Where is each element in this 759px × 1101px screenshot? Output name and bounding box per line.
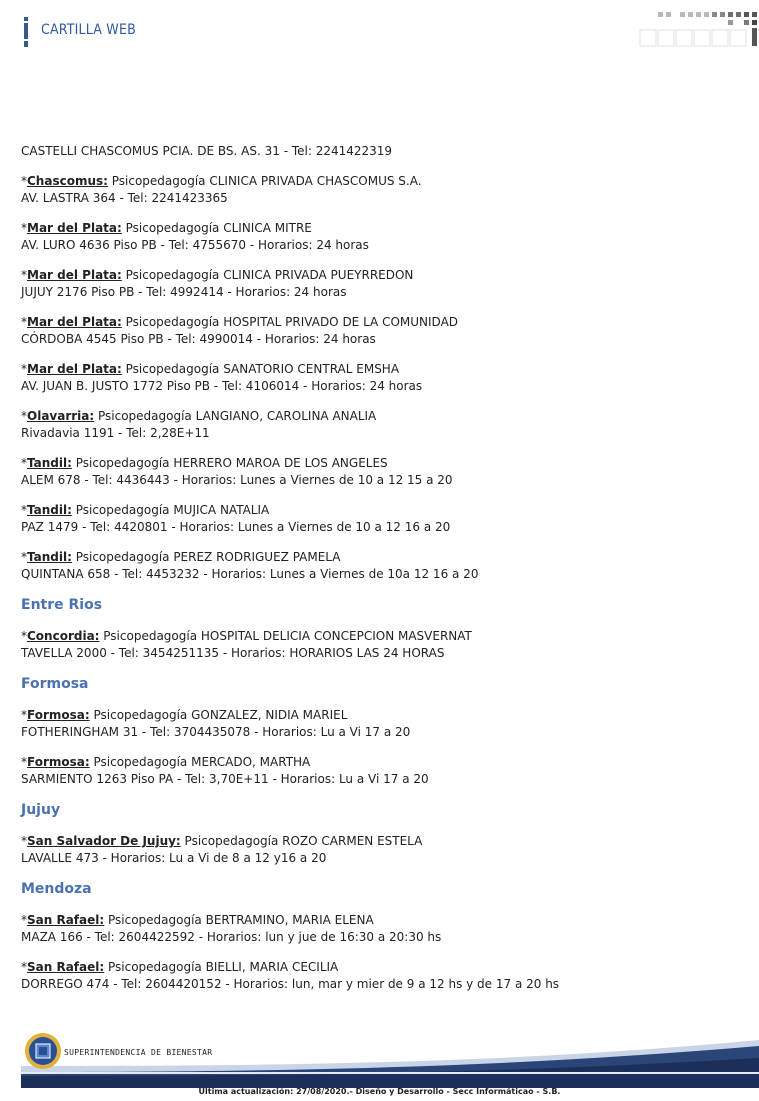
provider-city: Mar del Plata:: [27, 268, 122, 282]
provider-entry: [21, 408, 741, 442]
provider-city: San Rafael:: [27, 960, 105, 974]
provider-line: *Formosa: Psicopedagogía GONZALEZ, NIDIA MARIEL: [21, 708, 348, 722]
provider-line: *Mar del Plata: Psicopedagogía CLINICA MITRE: [21, 221, 312, 235]
provider-line: *San Rafael: Psicopedagogía BERTRAMINO, MARIA ELENA: [21, 913, 374, 927]
provider-name: Psicopedagogía LANGIANO, CAROLINA ANALIA: [94, 409, 377, 423]
provider-entry: [21, 173, 741, 207]
provider-city: Mar del Plata:: [27, 362, 122, 376]
provider-name: Psicopedagogía GONZALEZ, NIDIA MARIEL: [89, 708, 348, 722]
provider-line: *Mar del Plata: Psicopedagogía HOSPITAL PRIVADO DE LA COMUNIDAD: [21, 315, 459, 329]
provider-name: Psicopedagogía ROZO CARMEN ESTELA: [180, 834, 423, 848]
provider-address: QUINTANA 658 - Tel: 4453232 - Horarios: Lunes a Viernes de 10a 12 16 a 20: [21, 567, 479, 581]
provider-address: ALEM 678 - Tel: 4436443 - Horarios: Lunes a Viernes de 10 a 12 15 a 20: [21, 473, 453, 487]
provider-groups: [21, 173, 741, 993]
provider-name: Psicopedagogía CLINICA MITRE: [121, 221, 312, 235]
footer-org-name: SUPERINTENDENCIA DE BIENESTAR: [64, 1048, 213, 1057]
section-heading: Jujuy: [21, 802, 61, 818]
provider-address: LAVALLE 473 - Horarios: Lu a Vi de 8 a 12 y16 a 20: [21, 851, 327, 865]
provider-name: Psicopedagogía CLINICA PRIVADA PUEYRREDON: [121, 268, 414, 282]
provider-address: JUJUY 2176 Piso PB - Tel: 4992414 - Horarios: 24 horas: [21, 285, 347, 299]
provider-city: Concordia:: [27, 629, 100, 643]
provider-address: AV. JUAN B. JUSTO 1772 Piso PB - Tel: 4106014 - Horarios: 24 horas: [21, 379, 423, 393]
provider-city: Chascomus:: [27, 174, 108, 188]
provider-entry: [21, 754, 741, 788]
section-heading: Entre Rios: [21, 597, 103, 613]
provider-city: Tandil:: [27, 503, 72, 517]
provider-entry: [21, 549, 741, 583]
provider-city: Mar del Plata:: [27, 315, 122, 329]
section-heading: Formosa: [21, 676, 89, 692]
provider-city: Olavarria:: [27, 409, 95, 423]
crest-icon: [24, 1032, 62, 1070]
provider-line: *Tandil: Psicopedagogía MUJICA NATALIA: [21, 503, 270, 517]
provider-name: Psicopedagogía BIELLI, MARIA CECILIA: [104, 960, 339, 974]
provider-entry: [21, 314, 741, 348]
section-heading: Mendoza: [21, 881, 92, 897]
page-header: [0, 0, 759, 60]
provider-line: *San Salvador De Jujuy: Psicopedagogía ROZO CARMEN ESTELA: [21, 834, 423, 848]
header-title: CARTILLA WEB: [41, 22, 136, 38]
provider-name: Psicopedagogía MUJICA NATALIA: [71, 503, 270, 517]
provider-name: Psicopedagogía HOSPITAL DELICIA CONCEPCION MASVERNAT: [99, 629, 472, 643]
provider-line: *Chascomus: Psicopedagogía CLINICA PRIVADA CHASCOMUS S.A.: [21, 174, 422, 188]
provider-name: Psicopedagogía HOSPITAL PRIVADO DE LA COMUNIDAD: [121, 315, 459, 329]
provider-address: CÓRDOBA 4545 Piso PB - Tel: 4990014 - Horarios: 24 horas: [21, 332, 376, 346]
header-bar-icon: [24, 17, 28, 47]
top-line: CASTELLI CHASCOMUS PCIA. DE BS. AS. 31 - Tel: 2241422319: [21, 144, 393, 158]
provider-address: PAZ 1479 - Tel: 4420801 - Horarios: Lunes a Viernes de 10 a 12 16 a 20: [21, 520, 451, 534]
page-footer: [21, 1028, 759, 1088]
provider-line: *Olavarria: Psicopedagogía LANGIANO, CAROLINA ANALIA: [21, 409, 377, 423]
provider-line: *San Rafael: Psicopedagogía BIELLI, MARIA CECILIA: [21, 960, 339, 974]
provider-address: Rivadavia 1191 - Tel: 2,28E+11: [21, 426, 210, 440]
listing-content: [21, 143, 741, 1006]
provider-city: Mar del Plata:: [27, 221, 122, 235]
provider-name: Psicopedagogía CLINICA PRIVADA CHASCOMUS S.A.: [107, 174, 422, 188]
provider-line: *Tandil: Psicopedagogía HERRERO MAROA DE LOS ANGELES: [21, 456, 388, 470]
footer-band-icon: [21, 1036, 759, 1088]
provider-name: Psicopedagogía PEREZ RODRIGUEZ PAMELA: [71, 550, 341, 564]
provider-address: AV. LURO 4636 Piso PB - Tel: 4755670 - Horarios: 24 horas: [21, 238, 369, 252]
provider-line: *Formosa: Psicopedagogía MERCADO, MARTHA: [21, 755, 311, 769]
provider-entry: [21, 220, 741, 254]
provider-city: Tandil:: [27, 456, 72, 470]
provider-address: SARMIENTO 1263 Piso PA - Tel: 3,70E+11 - Horarios: Lu a Vi 17 a 20: [21, 772, 429, 786]
provider-entry: [21, 959, 741, 993]
provider-entry: [21, 267, 741, 301]
provider-address: TAVELLA 2000 - Tel: 3454251135 - Horarios: HORARIOS LAS 24 HORAS: [21, 646, 445, 660]
provider-line: *Mar del Plata: Psicopedagogía SANATORIO CENTRAL EMSHA: [21, 362, 400, 376]
provider-entry: [21, 502, 741, 536]
provider-address: AV. LASTRA 364 - Tel: 2241423365: [21, 191, 228, 205]
provider-name: Psicopedagogía SANATORIO CENTRAL EMSHA: [121, 362, 400, 376]
provider-entry: [21, 833, 741, 867]
provider-address: MAZA 166 - Tel: 2604422592 - Horarios: lun y jue de 16:30 a 20:30 hs: [21, 930, 442, 944]
provider-city: San Rafael:: [27, 913, 105, 927]
provider-entry: [21, 361, 741, 395]
provider-address: DORREGO 474 - Tel: 2604420152 - Horarios: lun, mar y mier de 9 a 12 hs y de 17 a 20 hs: [21, 977, 560, 991]
provider-city: Tandil:: [27, 550, 72, 564]
provider-city: Formosa:: [27, 708, 90, 722]
provider-line: *Mar del Plata: Psicopedagogía CLINICA PRIVADA PUEYRREDON: [21, 268, 414, 282]
provider-entry: [21, 455, 741, 489]
provider-line: *Concordia: Psicopedagogía HOSPITAL DELICIA CONCEPCION MASVERNAT: [21, 629, 472, 643]
provider-name: Psicopedagogía HERRERO MAROA DE LOS ANGELES: [71, 456, 388, 470]
provider-line: *Tandil: Psicopedagogía PEREZ RODRIGUEZ PAMELA: [21, 550, 341, 564]
provider-address: FOTHERINGHAM 31 - Tel: 3704435078 - Horarios: Lu a Vi 17 a 20: [21, 725, 411, 739]
provider-name: Psicopedagogía MERCADO, MARTHA: [89, 755, 311, 769]
provider-entry: [21, 912, 741, 946]
provider-entry: [21, 628, 741, 662]
footer-update-note: Ultima actualización: 27/08/2020.- Diseño y Desarrollo - Secc Informáticao - S.B.: [198, 1087, 561, 1096]
provider-city: San Salvador De Jujuy:: [27, 834, 181, 848]
provider-name: Psicopedagogía BERTRAMINO, MARIA ELENA: [104, 913, 374, 927]
provider-city: Formosa:: [27, 755, 90, 769]
provider-entry: [21, 707, 741, 741]
header-decoration-icon: [638, 10, 758, 50]
